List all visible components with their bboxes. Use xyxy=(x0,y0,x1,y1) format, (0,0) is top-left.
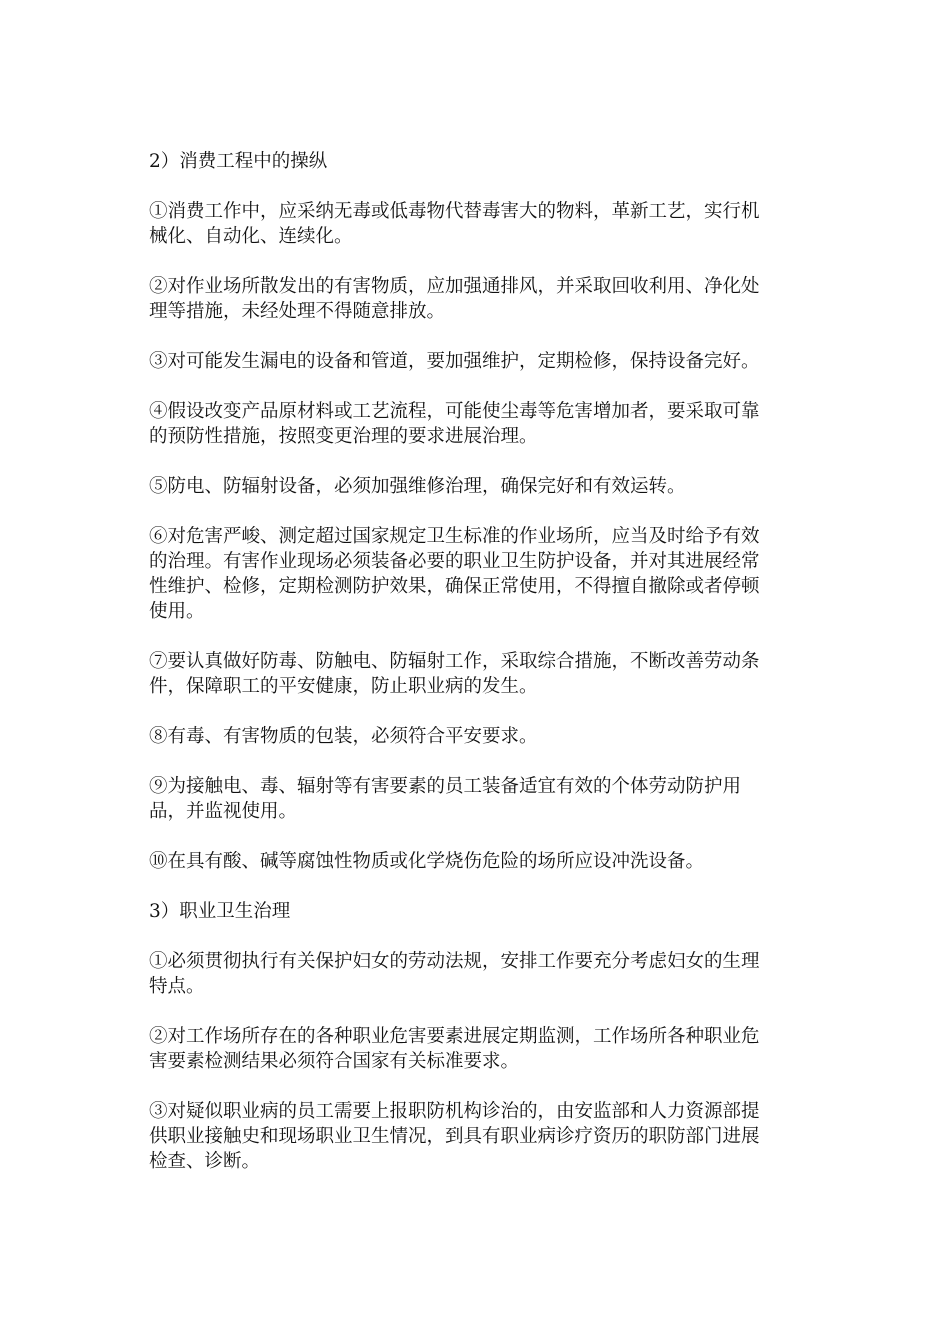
text-line: ②对工作场所存在的各种职业危害要素进展定期监测，工作场所各种职业危 xyxy=(149,1026,760,1047)
section-heading xyxy=(149,149,809,174)
list-item-paragraph xyxy=(149,199,809,249)
text-line: ②对作业场所散发出的有害物质，应加强通排风，并采取回收利用、净化处 xyxy=(149,276,760,297)
list-item-paragraph xyxy=(149,774,809,824)
text-line: 的治理。有害作业现场必须装备必要的职业卫生防护设备，并对其进展经常 xyxy=(149,551,760,572)
list-item-paragraph xyxy=(149,349,809,374)
text-line: 使用。 xyxy=(149,601,205,622)
list-item-paragraph xyxy=(149,949,809,999)
list-item-paragraph xyxy=(149,474,809,499)
text-line: 性维护、检修，定期检测防护效果，确保正常使用，不得擅自撤除或者停顿 xyxy=(149,576,760,597)
text-line: ⑩在具有酸、碱等腐蚀性物质或化学烧伤危险的场所应设冲洗设备。 xyxy=(149,851,705,872)
text-line: ⑧有毒、有害物质的包装，必须符合平安要求。 xyxy=(149,726,538,747)
list-item-paragraph xyxy=(149,849,809,874)
list-item-paragraph xyxy=(149,524,809,624)
text-line: 的预防性措施，按照变更治理的要求进展治理。 xyxy=(149,426,538,447)
text-line: ⑦要认真做好防毒、防触电、防辐射工作，采取综合措施，不断改善劳动条 xyxy=(149,651,760,672)
text-line: 供职业接触史和现场职业卫生情况，到具有职业病诊疗资历的职防部门进展 xyxy=(149,1126,760,1147)
text-line: 械化、自动化、连续化。 xyxy=(149,226,353,247)
list-item-paragraph xyxy=(149,1024,809,1074)
text-line: ①必须贯彻执行有关保护妇女的劳动法规，安排工作要充分考虑妇女的生理 xyxy=(149,951,760,972)
list-item-paragraph xyxy=(149,724,809,749)
list-item-paragraph xyxy=(149,274,809,324)
text-line: 检查、诊断。 xyxy=(149,1151,261,1172)
section-heading xyxy=(149,899,809,924)
text-line: 件，保障职工的平安健康，防止职业病的发生。 xyxy=(149,676,538,697)
text-line: 3）职业卫生治理 xyxy=(149,901,291,922)
list-item-paragraph xyxy=(149,649,809,699)
text-line: 品，并监视使用。 xyxy=(149,801,298,822)
text-line: 特点。 xyxy=(149,976,205,997)
text-line: ③对疑似职业病的员工需要上报职防机构诊治的，由安监部和人力资源部提 xyxy=(149,1101,760,1122)
document-page xyxy=(149,149,809,1199)
text-line: ⑤防电、防辐射设备，必须加强维修治理，确保完好和有效运转。 xyxy=(149,476,686,497)
text-line: ③对可能发生漏电的设备和管道，要加强维护，定期检修，保持设备完好。 xyxy=(149,351,760,372)
text-line: ④假设改变产品原材料或工艺流程，可能使尘毒等危害增加者，要采取可靠 xyxy=(149,401,760,422)
list-item-paragraph xyxy=(149,399,809,449)
text-line: 害要素检测结果必须符合国家有关标准要求。 xyxy=(149,1051,520,1072)
text-line: 2）消费工程中的操纵 xyxy=(149,151,328,172)
text-line: ⑥对危害严峻、测定超过国家规定卫生标准的作业场所，应当及时给予有效 xyxy=(149,526,760,547)
text-line: ①消费工作中，应采纳无毒或低毒物代替毒害大的物料，革新工艺，实行机 xyxy=(149,201,760,222)
text-line: 理等措施，未经处理不得随意排放。 xyxy=(149,301,446,322)
text-line: ⑨为接触电、毒、辐射等有害要素的员工装备适宜有效的个体劳动防护用 xyxy=(149,776,742,797)
list-item-paragraph xyxy=(149,1099,809,1174)
